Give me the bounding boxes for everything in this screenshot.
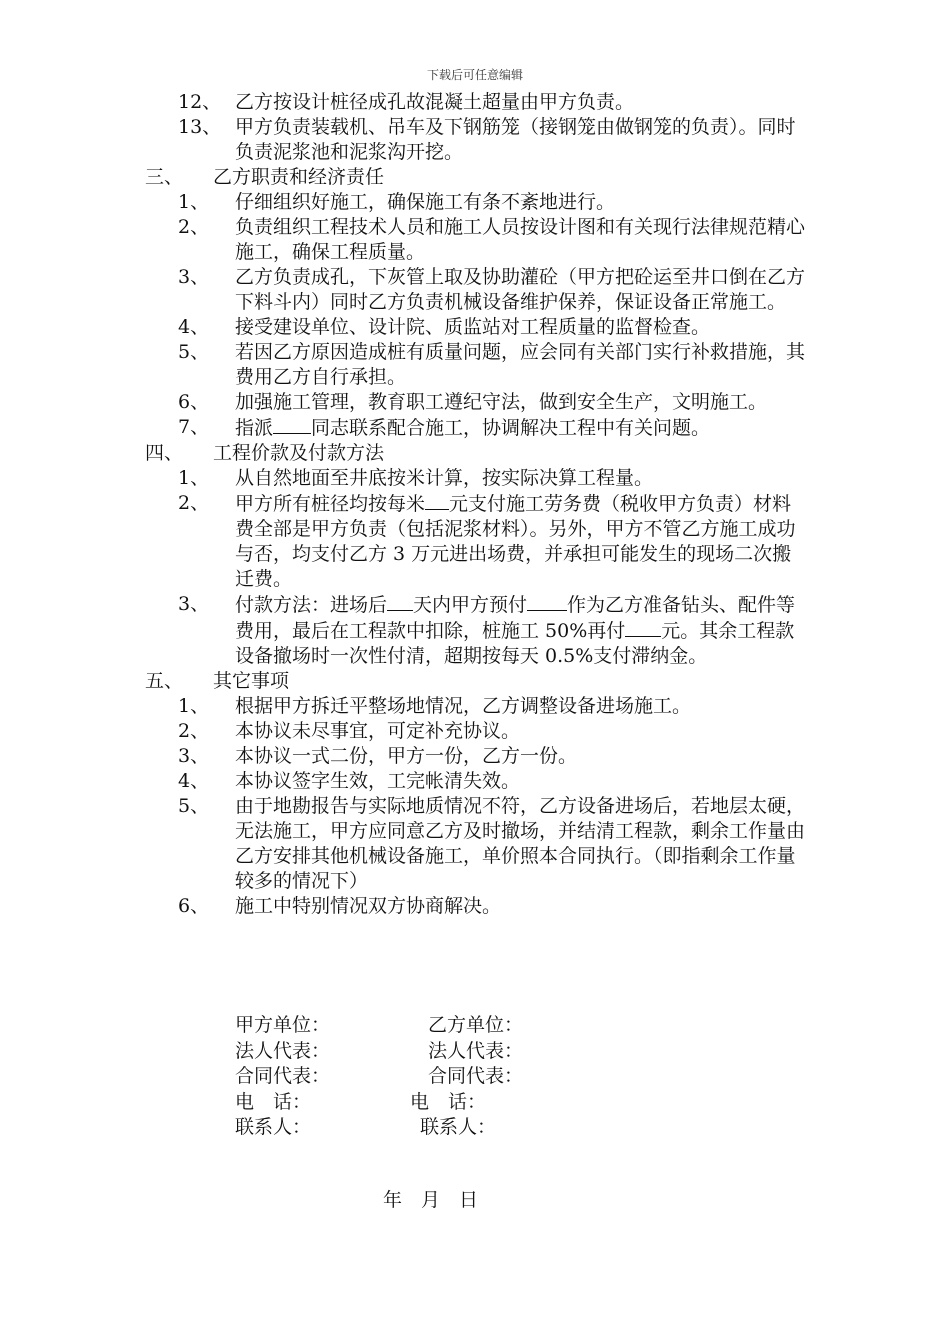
fill-blank[interactable] (625, 618, 661, 637)
item-number: 1、 (178, 191, 210, 213)
item-text: 加强施工管理，教育职工遵纪守法，做到安全生产，文明施工。 (235, 391, 768, 413)
section-heading (145, 165, 810, 190)
item-number: 1、 (178, 467, 210, 489)
item-text: 甲方负责装载机、吊车及下钢筋笼（接钢笼由做钢笼的负责）。同时负责泥浆池和泥浆沟开挖。 (235, 116, 796, 163)
item-text: 本协议签字生效，工完帐清失效。 (235, 770, 521, 792)
fill-blank[interactable] (273, 415, 311, 434)
signature-row (235, 1013, 524, 1039)
section-number: 四、 (145, 442, 184, 464)
item-text: 乙方按设计桩径成孔故混凝土超量由甲方负责。 (235, 91, 635, 113)
list-item (145, 694, 810, 719)
item-number: 3、 (178, 593, 210, 615)
list-item (145, 390, 810, 415)
item-text: 元。其余工程款设备撤场时一次性付清，超期按每天 0.5%支付滞纳金。 (235, 620, 795, 667)
section-heading (145, 441, 810, 466)
item-text: 作为乙方准备钻头、配件等费用，最后在工程款中扣除，桩施工 50%再付 (235, 594, 796, 642)
party-a-label: 法人代表： (235, 1039, 331, 1062)
signature-row (235, 1064, 524, 1090)
party-b-label: 乙方单位： (428, 1014, 524, 1036)
party-a-label: 联系人： (235, 1116, 312, 1138)
item-number: 7、 (178, 416, 210, 438)
item-number: 4、 (178, 316, 210, 338)
list-item (145, 719, 810, 744)
item-number: 2、 (178, 492, 210, 514)
party-b-label: 法人代表： (428, 1039, 524, 1062)
item-number: 5、 (178, 341, 210, 363)
item-number: 4、 (178, 770, 210, 792)
item-text: 本协议未尽事宜，可定补充协议。 (235, 720, 521, 742)
party-b-label: 联系人： (420, 1116, 497, 1138)
list-item (145, 265, 810, 315)
fill-blank[interactable] (387, 592, 413, 611)
item-text: 接受建设单位、设计院、质监站对工程质量的监督检查。 (235, 316, 711, 338)
list-item (145, 315, 810, 340)
section-title: 工程价款及付款方法 (213, 442, 385, 464)
list-item (145, 894, 810, 919)
item-number: 5、 (178, 795, 210, 817)
list-item (145, 340, 810, 390)
item-number: 2、 (178, 720, 210, 742)
item-number: 12、 (178, 91, 222, 113)
item-text: 若因乙方原因造成桩有质量问题，应会同有关部门实行补救措施，其费用乙方自行承担。 (235, 341, 806, 388)
item-text: 由于地勘报告与实际地质情况不符，乙方设备进场后，若地层太硬，无法施工，甲方应同意乙方及时撤场，并结清工程款，剩余工作量由乙方安排其他机械设备施工，单价照本合同执行。（即指剩余工作量较多的情况下） (235, 795, 806, 892)
party-a-label: 电 话： (235, 1090, 312, 1113)
list-item (145, 115, 810, 165)
item-number: 2、 (178, 216, 210, 238)
fill-blank[interactable] (527, 592, 567, 611)
item-number: 6、 (178, 391, 210, 413)
list-item (145, 190, 810, 215)
item-number: 1、 (178, 695, 210, 717)
party-b-label: 电 话： (410, 1090, 487, 1113)
item-text: 甲方所有桩径均按每米 (235, 493, 426, 515)
item-text: 天内甲方预付 (413, 594, 528, 616)
section-heading (145, 669, 810, 694)
section-number: 五、 (145, 670, 184, 692)
signature-row (235, 1039, 524, 1065)
section-title: 乙方职责和经济责任 (213, 166, 385, 188)
list-item (145, 744, 810, 769)
item-number: 3、 (178, 745, 210, 767)
fill-blank[interactable] (425, 491, 449, 510)
list-item (145, 491, 810, 592)
signature-row (235, 1115, 497, 1141)
item-text: 负责组织工程技术人员和施工人员按设计图和有关现行法律规范精心施工，确保工程质量。 (235, 216, 806, 263)
item-text: 本协议一式二份，甲方一份，乙方一份。 (235, 745, 578, 767)
party-b-label: 合同代表： (428, 1065, 524, 1087)
list-item (145, 592, 810, 669)
item-number: 13、 (178, 116, 222, 138)
item-text: 根据甲方拆迁平整场地情况，乙方调整设备进场施工。 (235, 695, 692, 717)
item-number: 3、 (178, 266, 210, 288)
list-item (145, 215, 810, 265)
contract-body (145, 90, 810, 919)
item-text: 同志联系配合施工，协调解决工程中有关问题。 (311, 417, 711, 439)
list-item (145, 794, 810, 894)
item-text: 指派 (235, 417, 274, 439)
signature-row (235, 1090, 487, 1116)
item-text: 付款方法：进场后 (235, 594, 388, 616)
list-item (145, 90, 810, 115)
page-header: 下载后可任意编辑 (426, 68, 523, 82)
item-text: 从自然地面至井底按米计算，按实际决算工程量。 (235, 467, 654, 489)
signature-block (235, 1013, 524, 1141)
item-text: 施工中特别情况双方协商解决。 (235, 895, 502, 917)
section-title: 其它事项 (213, 670, 290, 692)
list-item (145, 415, 810, 441)
item-number: 6、 (178, 895, 210, 917)
list-item (145, 466, 810, 491)
item-text: 乙方负责成孔，下灰管上取及协助灌砼（甲方把砼运至井口倒在乙方下料斗内）同时乙方负责机械设备维护保养，保证设备正常施工。 (235, 266, 806, 313)
item-text: 元支付施工劳务费（税收甲方负责）材料费全部是甲方负责（包括泥浆材料）。另外，甲方不管乙方施工成功与否，均支付乙方 3 万元进出场费，并承担可能发生的现场二次搬迁费。 (235, 493, 796, 590)
list-item (145, 769, 810, 794)
section-number: 三、 (145, 166, 184, 188)
party-a-label: 甲方单位： (235, 1014, 331, 1036)
item-text: 仔细组织好施工，确保施工有条不紊地进行。 (235, 191, 616, 213)
date-line: 年 月 日 (383, 1189, 479, 1211)
party-a-label: 合同代表： (235, 1065, 331, 1087)
